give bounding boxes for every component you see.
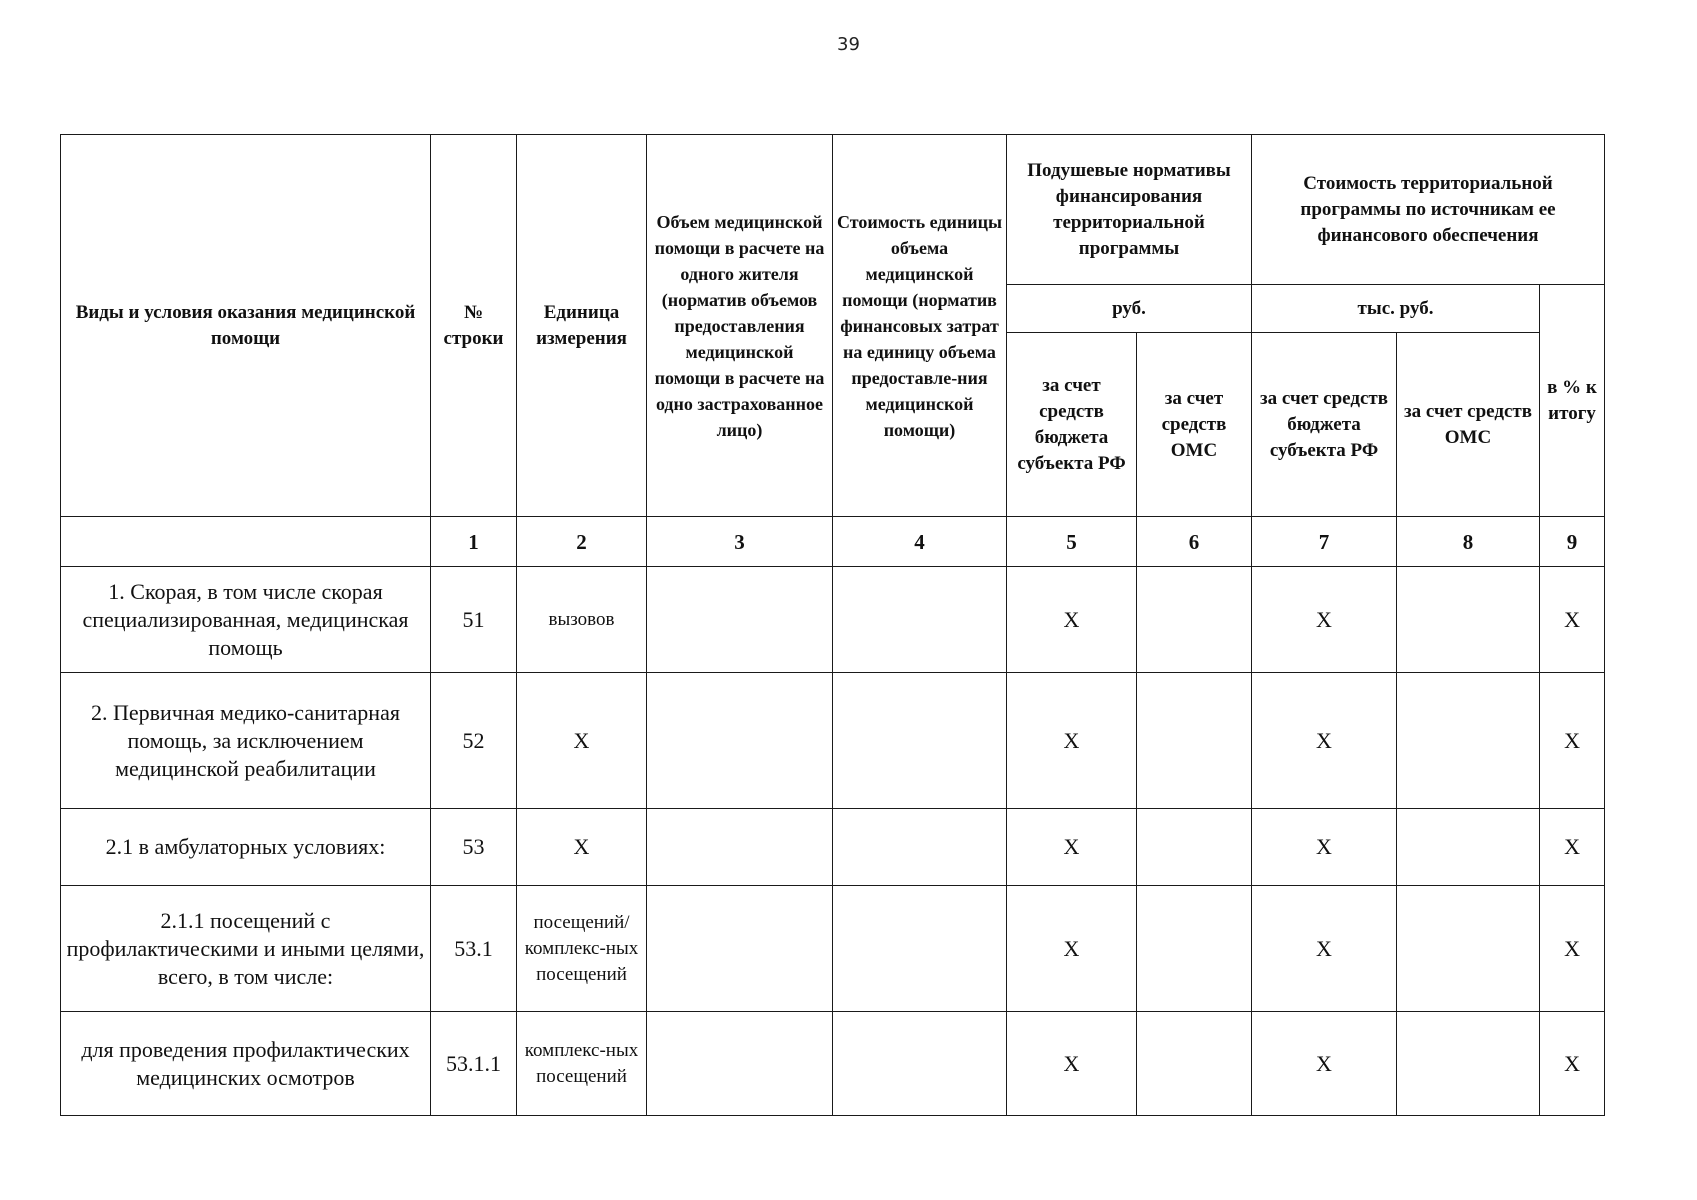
row-number: 53.1 bbox=[431, 886, 517, 1012]
row-number: 52 bbox=[431, 673, 517, 809]
row-oms-thousand bbox=[1397, 567, 1540, 673]
row-unit: X bbox=[517, 809, 647, 886]
row-budget-rf: X bbox=[1007, 673, 1137, 809]
header-percent: в % к итогу bbox=[1540, 285, 1605, 517]
row-budget-rf-thousand: X bbox=[1252, 673, 1397, 809]
header-group-per-capita: Подушевые нормативы финансирования территориальной программы bbox=[1007, 135, 1252, 285]
header-unit-rub: руб. bbox=[1007, 285, 1252, 333]
column-number: 9 bbox=[1540, 517, 1605, 567]
row-budget-rf-thousand: X bbox=[1252, 567, 1397, 673]
row-percent: X bbox=[1540, 567, 1605, 673]
row-oms bbox=[1137, 567, 1252, 673]
header-oms-thousand: за счет средств ОМС bbox=[1397, 333, 1540, 517]
row-kind: 2. Первичная медико-санитарная помощь, за исключением медицинской реабилитации bbox=[61, 673, 431, 809]
column-number: 3 bbox=[647, 517, 833, 567]
header-volume: Объем медицинской помощи в расчете на одного жителя (норматив объемов предоставления медицинской помощи в расчете на одно застрахованное лицо) bbox=[647, 135, 833, 517]
row-cost-unit bbox=[833, 1012, 1007, 1116]
row-oms-thousand bbox=[1397, 886, 1540, 1012]
header-cost-unit: Стоимость единицы объема медицинской помощи (норматив финансовых затрат на единицу объема предоставле-ния медицинской помощи) bbox=[833, 135, 1007, 517]
row-oms-thousand bbox=[1397, 673, 1540, 809]
row-percent: X bbox=[1540, 886, 1605, 1012]
column-number: 5 bbox=[1007, 517, 1137, 567]
column-number: 6 bbox=[1137, 517, 1252, 567]
row-budget-rf-thousand: X bbox=[1252, 886, 1397, 1012]
row-percent: X bbox=[1540, 673, 1605, 809]
header-kind: Виды и условия оказания медицинской помощи bbox=[61, 135, 431, 517]
table-row bbox=[61, 809, 1605, 886]
row-percent: X bbox=[1540, 809, 1605, 886]
column-number-row bbox=[61, 517, 1605, 567]
row-oms-thousand bbox=[1397, 809, 1540, 886]
column-number: 2 bbox=[517, 517, 647, 567]
row-volume bbox=[647, 567, 833, 673]
row-kind: для проведения профилактических медицинских осмотров bbox=[61, 1012, 431, 1116]
row-oms-thousand bbox=[1397, 1012, 1540, 1116]
row-volume bbox=[647, 1012, 833, 1116]
row-budget-rf: X bbox=[1007, 809, 1137, 886]
header-budget-rf: за счет средств бюджета субъекта РФ bbox=[1007, 333, 1137, 517]
column-number: 4 bbox=[833, 517, 1007, 567]
row-cost-unit bbox=[833, 809, 1007, 886]
row-kind: 2.1 в амбулаторных условиях: bbox=[61, 809, 431, 886]
row-unit: X bbox=[517, 673, 647, 809]
row-number: 53 bbox=[431, 809, 517, 886]
row-unit: посещений/ комплекс-ных посещений bbox=[517, 886, 647, 1012]
header-unit: Единица измерения bbox=[517, 135, 647, 517]
header-group-program-cost: Стоимость территориальной программы по источникам ее финансового обеспечения bbox=[1252, 135, 1605, 285]
row-oms bbox=[1137, 673, 1252, 809]
row-cost-unit bbox=[833, 886, 1007, 1012]
row-budget-rf-thousand: X bbox=[1252, 1012, 1397, 1116]
row-budget-rf: X bbox=[1007, 567, 1137, 673]
table-row bbox=[61, 886, 1605, 1012]
column-number: 7 bbox=[1252, 517, 1397, 567]
column-number: 1 bbox=[431, 517, 517, 567]
table-row bbox=[61, 1012, 1605, 1116]
table-row bbox=[61, 567, 1605, 673]
header-unit-thousand-rub: тыс. руб. bbox=[1252, 285, 1540, 333]
row-kind: 1. Скорая, в том числе скорая специализированная, медицинская помощь bbox=[61, 567, 431, 673]
row-unit: вызовов bbox=[517, 567, 647, 673]
table-row bbox=[61, 673, 1605, 809]
row-oms bbox=[1137, 886, 1252, 1012]
row-unit: комплекс-ных посещений bbox=[517, 1012, 647, 1116]
row-budget-rf-thousand: X bbox=[1252, 809, 1397, 886]
row-cost-unit bbox=[833, 567, 1007, 673]
header-oms: за счет средств ОМС bbox=[1137, 333, 1252, 517]
row-kind: 2.1.1 посещений с профилактическими и иными целями, всего, в том числе: bbox=[61, 886, 431, 1012]
row-volume bbox=[647, 809, 833, 886]
header-row-no: № строки bbox=[431, 135, 517, 517]
row-volume bbox=[647, 886, 833, 1012]
row-number: 51 bbox=[431, 567, 517, 673]
row-budget-rf: X bbox=[1007, 886, 1137, 1012]
row-volume bbox=[647, 673, 833, 809]
page-number: 39 bbox=[837, 34, 860, 55]
row-percent: X bbox=[1540, 1012, 1605, 1116]
row-budget-rf: X bbox=[1007, 1012, 1137, 1116]
row-oms bbox=[1137, 809, 1252, 886]
financing-table bbox=[60, 134, 1605, 1116]
row-cost-unit bbox=[833, 673, 1007, 809]
row-oms bbox=[1137, 1012, 1252, 1116]
column-number: 8 bbox=[1397, 517, 1540, 567]
row-number: 53.1.1 bbox=[431, 1012, 517, 1116]
header-budget-rf-thousand: за счет средств бюджета субъекта РФ bbox=[1252, 333, 1397, 517]
column-number bbox=[61, 517, 431, 567]
